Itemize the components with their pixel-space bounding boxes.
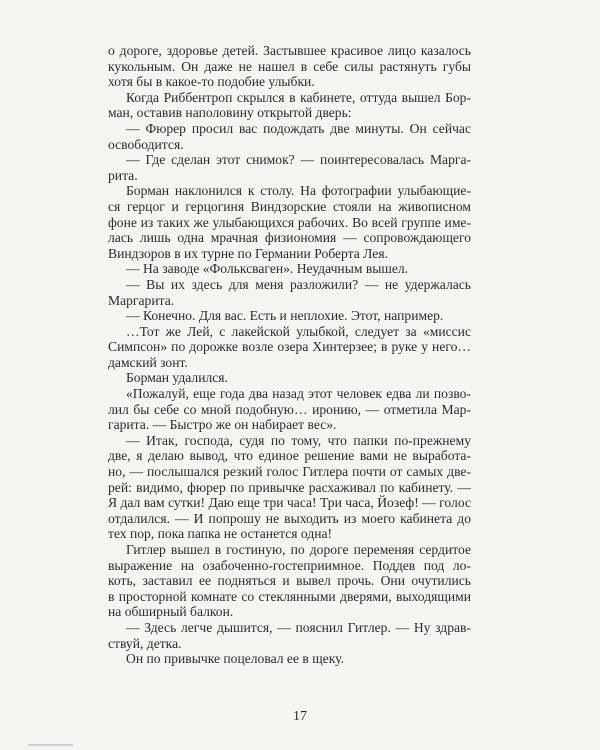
text-line: Симпсон» по дорожке возле озера Хинтерзее; в руке у него… [108,339,471,355]
text-line: хотя бы в какое-то подобие улыбки. [108,74,315,90]
text-line: — Здесь легче дышится, — пояснил Гитлер. — Ну здрав- [126,619,471,635]
text-line: — Где сделан этот снимок? — поинтересовалась Марга- [126,152,471,168]
text-line: Гитлер вышел в гостиную, по дороге переменяя сердитое [126,542,471,557]
text-line: Виндзоров в их турне по Германии Роберта Лея. [108,245,388,261]
text-line: ман, оставив наполовину открытой дверь: [108,105,352,121]
text-line: но, — послышался резкий голос Гитлера почти от самых две- [108,464,471,480]
text-line: — Фюрер просил вас подождать две минуты. Он сейчас [126,120,471,136]
text-line: Я дал вам сутки! Даю еще три часа! Три часа, Йозеф! — голос [108,495,471,511]
text-line: выражение на озабоченно-гостеприимное. Поддев под ло- [108,557,471,573]
text-line: Маргарита. [108,292,175,308]
text-line: …Тот же Лей, с лакейской улыбкой, следует за «миссис [126,323,471,339]
text-line: лась лишь одна мрачная физиономия — сопровождающего [108,230,471,246]
text-line: в просторной комнате со стеклянными дверями, выходящими [108,588,471,604]
text-line: Он по привычке поцеловал ее в щеку. [126,651,344,667]
text-line: Борман наклонился к столу. На фотографии улыбающие- [126,183,471,199]
text-line: лил бы себе со мной подобную… иронию, — отметила Мар- [108,401,471,417]
scan-edge-mark [28,744,73,746]
text-line: ствуй, детка. [108,635,182,651]
text-line: тех пор, пока папка не останется одна! [108,526,333,542]
page-number: 17 [293,709,307,724]
text-line: коть, заставил ее подняться и вывел прочь. Они очутились [108,573,471,589]
text-line: рей: видимо, фюрер по привычке расхаживал по кабинету. — [108,479,471,495]
text-line: кукольным. Он даже не нашел в себе силы растянуть губы [108,58,471,74]
text-line: фоне из таких же улыбающихся рабочих. Во всей группе име- [108,214,471,230]
text-line: две, я делаю вывод, что единое решение вами не выработа- [108,448,471,464]
text-line: — Итак, господа, судя по тому, что папки по-прежнему [126,432,471,448]
text-line: ся герцог и герцогиня Виндзорские стояли на живописном [108,198,471,214]
page-body-text [108,43,471,667]
text-line: Борман удалился. [126,370,228,386]
text-line: — Вы их здесь для меня разложили? — не удержалась [126,276,471,292]
text-line: — На заводе «Фольксваген». Неудачным вышел. [126,261,409,277]
text-line: рита. [108,167,138,183]
text-line: отдалился. — И попрошу не выходить из моего кабинета до [108,510,471,526]
text-line: дамский зонт. [108,354,188,370]
text-line: на обширный балкон. [108,604,234,620]
text-line: Когда Риббентроп скрылся в кабинете, оттуда вышел Бор- [126,89,471,105]
text-line: о дороге, здоровье детей. Застывшее красивое лицо казалось [108,43,471,58]
text-line: — Конечно. Для вас. Есть и неплохие. Этот, например. [126,308,444,324]
text-line: «Пожалуй, еще года два назад этот человек едва ли позво- [126,386,471,402]
text-line: гарита. — Быстро же он набирает вес». [108,417,337,433]
text-line: освободится. [108,136,184,152]
